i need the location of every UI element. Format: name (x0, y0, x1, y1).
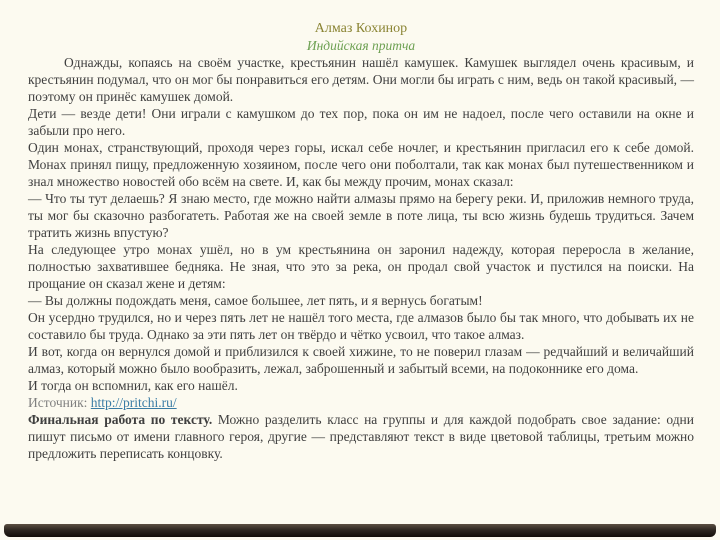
story-paragraph: Один монах, странствующий, проходя через горы, искал себе ночлег, и крестьянин пригласил его к себе домой. Монах принял пищу, предложенную хозяином, после чего они поболтали, так как монах был путешественником и знал множество новостей обо всём на свете. И, как бы между прочим, монах сказал: (28, 140, 694, 189)
story-paragraph: — Вы должны подождать меня, самое большее, лет пять, и я вернусь богатым! (28, 293, 483, 308)
slide-subtitle: Индийская притча (306, 38, 416, 53)
source-line (28, 394, 694, 411)
story-paragraph: Однажды, копаясь на своём участке, крестьянин нашёл камушек. Камушек выглядел очень красивым, и крестьянин подумал, что он мог бы понравиться его детям. Они могли бы играть с ним, ведь он такой красивый, — поэтому он принёс камушек домой. (28, 55, 694, 104)
final-task-paragraph (28, 411, 694, 462)
final-task-text: Можно разделить класс на группы и для каждой подобрать свое задание: одни пишут письмо от имени главного героя, другие — представляют текст в виде цветовой таблицы, третьим можно предложить переписать концовку. (28, 412, 695, 461)
source-link[interactable]: http://pritchi.ru/ (90, 395, 177, 410)
story-paragraph: — Что ты тут делаешь? Я знаю место, где можно найти алмазы прямо на берегу реки. И, приложив немного труда, ты мог бы сказочно разбогатеть. Работая же на своей земле в поте лица, ты всю жизнь будешь трудиться. Зачем тратить жизнь впустую? (28, 191, 694, 240)
source-label: Источник: (28, 395, 91, 410)
story-paragraph: И тогда он вспомнил, как его нашёл. (28, 378, 238, 393)
story-paragraph: На следующее утро монах ушёл, но в ум крестьянина он заронил надежду, которая переросла в желание, полностью захватившее бедняка. Не зная, что это за река, он продал свой участок и пустился на поиски. На прощание он сказал жене и детям: (28, 242, 694, 291)
slide-bottom-border (4, 524, 716, 537)
slide-title: Алмаз Кохинор (314, 21, 408, 36)
story-paragraph: Дети — везде дети! Они играли с камушком до тех пор, пока он им не надоел, после чего оставили на окне и забыли про него. (28, 106, 694, 138)
story-paragraph: Он усердно трудился, но и через пять лет не нашёл того места, где алмазов было бы так много, что добывать их не составило бы труда. Однако за эти пять лет он твёрдо и чётко усвоил, что такое алмаз. (28, 310, 694, 342)
final-task-heading: Финальная работа по тексту. (28, 412, 213, 427)
story-paragraph: И вот, когда он вернулся домой и приблизился к своей хижине, то не поверил глазам — редчайший и величайший алмаз, который можно было вообразить, лежал, заброшенный и забытый всеми, на подоконнике его дома. (28, 344, 694, 376)
